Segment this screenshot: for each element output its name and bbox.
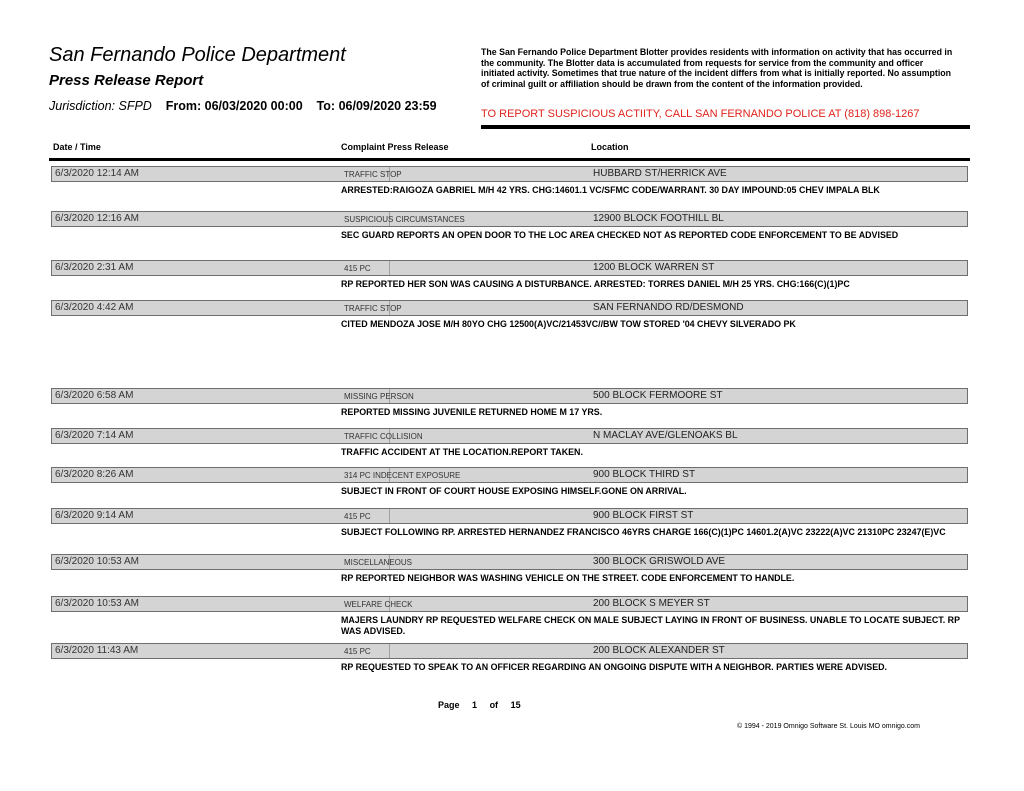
entry-datetime: 6/3/2020 12:14 AM [55, 168, 139, 179]
entry-location: 1200 BLOCK WARREN ST [593, 262, 715, 273]
column-header-complaint: Complaint Press Release [341, 142, 449, 152]
entry-header-band [51, 596, 968, 612]
entry-location: SAN FERNANDO RD/DESMOND [593, 302, 744, 313]
entry-category: MISCELLANEOUS [344, 558, 413, 567]
page-indicator [438, 700, 531, 710]
entry-divider [389, 644, 390, 658]
entry-datetime: 6/3/2020 7:14 AM [55, 430, 134, 441]
entry-location: 300 BLOCK GRISWOLD AVE [593, 556, 726, 567]
entry-header-band [51, 388, 968, 404]
entry-header-band [51, 467, 968, 483]
jurisdiction-value: SFPD [118, 99, 152, 113]
entry-location: 200 BLOCK S MEYER ST [593, 598, 710, 609]
entry-header-band [51, 428, 968, 444]
entry-datetime: 6/3/2020 11:43 AM [55, 645, 139, 656]
header-rule [481, 125, 970, 129]
entry-header-band [51, 643, 968, 659]
page-label: Page [438, 700, 460, 710]
entry-datetime: 6/3/2020 6:58 AM [55, 390, 134, 401]
entry-header-band [51, 508, 968, 524]
page-number: 1 [472, 700, 478, 710]
entry-category: 415 PC [344, 264, 371, 273]
entry-description: ARRESTED:RAIGOZA GABRIEL M/H 42 YRS. CHG:14601.1 VC/SFMC CODE/WARRANT. 30 DAY IMPOUND:05 CHEV IMPALA BLK [341, 185, 880, 195]
entry-description: SUBJECT IN FRONT OF COURT HOUSE EXPOSING HIMSELF.GONE ON ARRIVAL. [341, 486, 687, 496]
entry-category: MISSING PERSON [344, 392, 414, 401]
report-subtitle: Press Release Report [49, 72, 204, 89]
entry-header-band [51, 211, 968, 227]
entry-description: RP REPORTED NEIGHBOR WAS WASHING VEHICLE ON THE STREET. CODE ENFORCEMENT TO HANDLE. [341, 573, 795, 583]
from-value: 06/03/2020 00:00 [204, 99, 303, 113]
entry-header-band [51, 260, 968, 276]
entry-category: TRAFFIC STOP [344, 304, 402, 313]
entry-datetime: 6/3/2020 2:31 AM [55, 262, 134, 273]
entry-location: 12900 BLOCK FOOTHILL BL [593, 213, 724, 224]
entry-description: SEC GUARD REPORTS AN OPEN DOOR TO THE LOC AREA CHECKED NOT AS REPORTED CODE ENFORCEMENT TO BE ADVISED [341, 230, 899, 240]
entry-description: TRAFFIC ACCIDENT AT THE LOCATION.REPORT TAKEN. [341, 447, 583, 457]
entry-header-band [51, 166, 968, 182]
entry-header-band [51, 300, 968, 316]
entry-location: N MACLAY AVE/GLENOAKS BL [593, 430, 738, 441]
entry-category: WELFARE CHECK [344, 600, 413, 609]
entry-description: SUBJECT FOLLOWING RP. ARRESTED HERNANDEZ FRANCISCO 46YRS CHARGE 166(C)(1)PC 14601.2(A)VC 23222(A)VC 21310PC 23247(E)VC [341, 527, 946, 537]
column-header-location: Location [591, 142, 629, 152]
entry-location: 900 BLOCK FIRST ST [593, 510, 694, 521]
entry-datetime: 6/3/2020 9:14 AM [55, 510, 134, 521]
column-header-datetime: Date / Time [53, 142, 101, 152]
report-suspicious-activity-warning: TO REPORT SUSPICIOUS ACTIITY, CALL SAN FERNANDO POLICE AT (818) 898-1267 [481, 108, 920, 120]
entry-divider [389, 509, 390, 523]
entry-category: TRAFFIC STOP [344, 170, 402, 179]
entry-description: RP REQUESTED TO SPEAK TO AN OFFICER REGARDING AN ONGOING DISPUTE WITH A NEIGHBOR. PARTIES WERE ADVISED. [341, 662, 888, 672]
entry-category: 415 PC [344, 512, 371, 521]
entry-header-band [51, 554, 968, 570]
entry-description: MAJERS LAUNDRY RP REQUESTED WELFARE CHECK ON MALE SUBJECT LAYING IN FRONT OF BUSINESS. UNABLE TO LOCATE SUBJECT. RP WAS ADVISED. [341, 615, 960, 636]
entry-category: SUSPICIOUS CIRCUMSTANCES [344, 215, 465, 224]
entry-description: CITED MENDOZA JOSE M/H 80YO CHG 12500(A)VC/21453VC//BW TOW STORED '04 CHEVY SILVERADO PK [341, 319, 796, 329]
page-of-label: of [489, 700, 499, 710]
page-title: San Fernando Police Department [49, 44, 346, 66]
entry-divider [389, 261, 390, 275]
entry-description: RP REPORTED HER SON WAS CAUSING A DISTURBANCE. ARRESTED: TORRES DANIEL M/H 25 YRS. CHG:166(C)(1)PC [341, 279, 850, 289]
total-pages: 15 [510, 700, 521, 710]
to-value: 06/09/2020 23:59 [338, 99, 437, 113]
entry-category: 314 PC INDECENT EXPOSURE [344, 471, 461, 480]
to-label: To: [316, 99, 336, 113]
report-criteria [49, 99, 437, 113]
from-label: From: [165, 99, 202, 113]
entry-location: 200 BLOCK ALEXANDER ST [593, 645, 725, 656]
entry-category: TRAFFIC COLLISION [344, 432, 423, 441]
entry-datetime: 6/3/2020 10:53 AM [55, 598, 139, 609]
entry-category: 415 PC [344, 647, 371, 656]
blotter-notice: The San Fernando Police Department Blotter provides residents with information on activity that has occurred in the community. The Blotter data is accumulated from requests for service from the community and officer initiated activity. Sometimes that true nature of the incident differs from what is initially reported. No assumption of criminal guilt or affiliation should be drawn from the content of the information provided. [481, 47, 953, 89]
entry-location: HUBBARD ST/HERRICK AVE [593, 168, 727, 179]
entry-datetime: 6/3/2020 12:16 AM [55, 213, 139, 224]
entry-location: 500 BLOCK FERMOORE ST [593, 390, 723, 401]
jurisdiction-label: Jurisdiction: [49, 99, 115, 113]
entry-datetime: 6/3/2020 4:42 AM [55, 302, 134, 313]
column-header-rule [49, 158, 970, 161]
entry-datetime: 6/3/2020 8:26 AM [55, 469, 134, 480]
copyright-notice: © 1994 - 2019 Omnigo Software St. Louis MO omnigo.com [737, 723, 920, 730]
entry-datetime: 6/3/2020 10:53 AM [55, 556, 139, 567]
entry-description: REPORTED MISSING JUVENILE RETURNED HOME M 17 YRS. [341, 407, 603, 417]
entry-location: 900 BLOCK THIRD ST [593, 469, 696, 480]
